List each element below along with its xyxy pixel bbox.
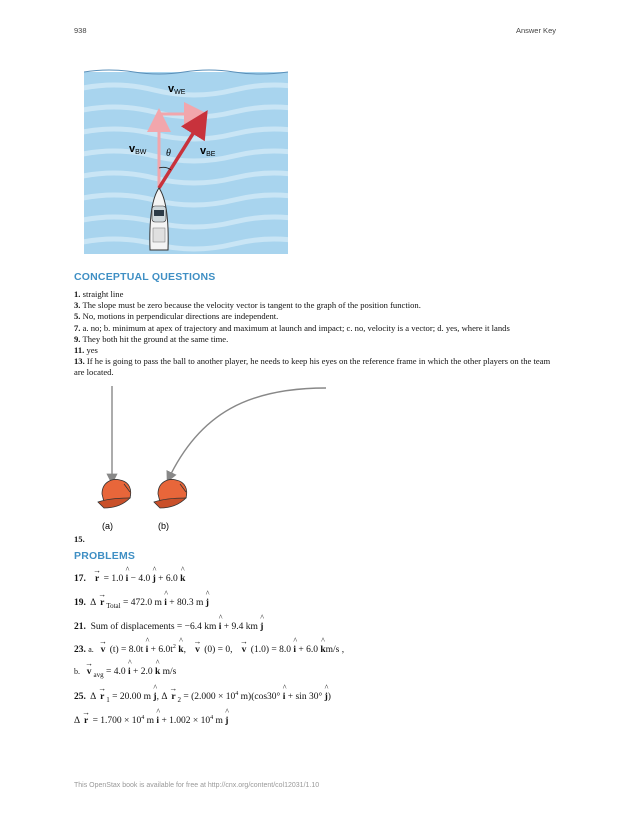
answer-item: 7. a. no; b. minimum at apex of trajectory and maximum at launch and impact; c. no, velocity is a vector; d. yes, where it lands [74,322,510,333]
problem-17: 17. → r = 1.0 ^ i − 4.0 ^ j + 6.0 ^ k [74,574,185,584]
problem-25-result: $\Delta \to r = 1.700 \times 10^4$ m ^ $i + 1.002 \times 10^4$ m ^ j [74,715,228,726]
page-number: 938 [74,26,87,35]
cap-icon-a [98,480,131,508]
footer-note: This OpenStax book is available for free at http://cnx.org/content/col12031/1.10 [74,782,320,789]
conceptual-answers [74,289,560,379]
problem-21: 21. Sum of displacements = −6.4 km ^ i + 9.4 km ^ j [74,622,263,632]
vbw-label: vBW [129,143,147,156]
problem-25: 25. Δ → r $_1$ = 20.00 m ^ j, Δ → r $_2 = (2.000 \times 10^4$ m)(cos30° ^ i + sin 30° ^ j) [74,691,331,704]
problem-23b: b. → v $_{avg}$ = 4.0 ^ i + 2.0 ^ k m/s [74,667,176,679]
conceptual-heading: CONCEPTUAL QUESTIONS [74,271,216,283]
boat-velocity-figure [84,68,288,254]
theta-label: θ [166,148,171,159]
vwe-label: vWE [168,83,186,96]
running-header: Answer Key [515,26,556,35]
figure-label-b: (b) [158,521,169,531]
answer-item: 3. The slope must be zero because the velocity vector is tangent to the graph of the position function. [74,300,421,311]
problem-23a: 23. a. → v (t) = 8.0t ^ $i + 6.0t^2$ ^ k, → v (0) = 0, → v (1.0) = 8.0 ^ i + 6.0 ^ km/s , [74,644,344,655]
problems-heading: PROBLEMS [74,550,136,562]
answer-15: 15. [74,534,85,544]
figure-label-a: (a) [102,521,113,531]
answer-item: 13. If he is going to pass the ball to another player, he needs to keep his eyes on the reference frame in which the other players on the team are located. [74,356,551,378]
trajectory-b [168,388,326,480]
answer-item: 1. straight line [74,289,124,299]
cap-icon-b [154,480,187,508]
answer-item: 11. yes [74,345,98,356]
answer-item: 9. They both hit the ground at the same time. [74,333,229,344]
answer-item: 5. No, motions in perpendicular directions are independent. [74,311,279,322]
ball-trajectory-figure [90,382,335,534]
problem-19: 19. Δ → r $_{Total}$ = 472.0 m ^ i + 80.3 m ^ j [74,598,209,610]
vbe-label: vBE [200,145,216,158]
